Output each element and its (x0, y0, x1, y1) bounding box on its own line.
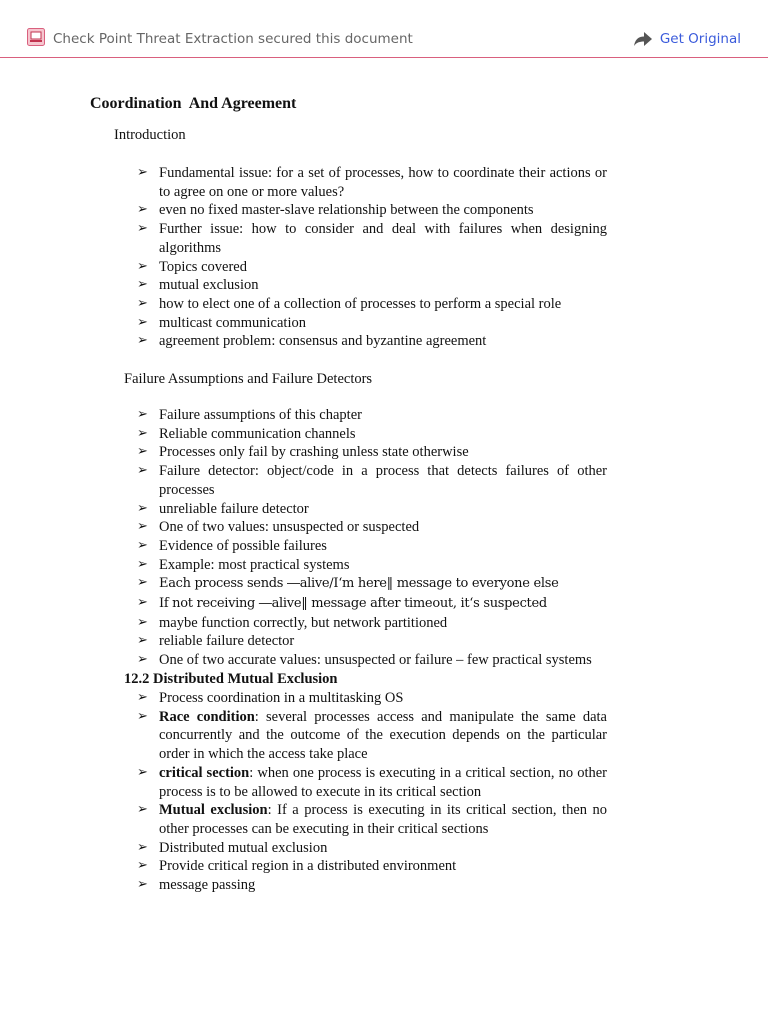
arrow-bullet-icon: ➢ (137, 258, 148, 274)
arrow-bullet-icon: ➢ (137, 690, 148, 705)
arrow-bullet-icon: ➢ (137, 802, 148, 818)
list-item: ➢ One of two values: unsuspected or suspected (137, 519, 420, 536)
get-original-label: Get Original (659, 31, 741, 47)
list-item: ➢ If not receiving ―alive‖ message after timeout, it‘s suspected (137, 595, 547, 612)
mutual-exclusion-list (0, 689, 768, 895)
arrow-bullet-icon: ➢ (137, 165, 148, 180)
arrow-bullet-icon: ➢ (137, 595, 148, 611)
arrow-bullet-icon: ➢ (137, 444, 148, 460)
arrow-bullet-icon: ➢ (137, 314, 148, 330)
arrow-bullet-icon: ➢ (137, 614, 148, 630)
arrow-bullet-icon: ➢ (137, 221, 148, 237)
arrow-bullet-icon: ➢ (137, 858, 148, 874)
arrow-bullet-icon: ➢ (137, 463, 148, 479)
arrow-bullet-icon: ➢ (137, 633, 148, 649)
list-item: ➢ Failure detector: object/code in a process that detects failures of other processes (137, 463, 607, 498)
list-item: ➢ Provide critical region in a distributed environment (137, 858, 457, 875)
arrow-bullet-icon: ➢ (137, 556, 148, 572)
arrow-bullet-icon: ➢ (137, 708, 148, 724)
arrow-bullet-icon: ➢ (137, 295, 148, 311)
list-item: ➢ reliable failure detector (137, 633, 295, 650)
list-item: ➢ agreement problem: consensus and byzantine agreement (137, 333, 487, 350)
list-item: ➢ Fundamental issue: for a set of processes, how to coordinate their actions or to agree on one or more values? (137, 165, 607, 200)
section-heading: 12.2 Distributed Mutual Exclusion (124, 671, 338, 687)
page-title: Coordination And Agreement (90, 95, 297, 112)
term-critical-section: critical section (159, 764, 250, 781)
arrow-bullet-icon: ➢ (137, 333, 148, 349)
arrow-bullet-icon: ➢ (137, 407, 148, 422)
get-original-link[interactable] (660, 29, 741, 49)
list-item: ➢ Process coordination in a multitasking OS (137, 690, 404, 706)
list-item: ➢ Processes only fail by crashing unless state otherwise (137, 444, 469, 461)
list-item: ➢ critical section: when one process is executing in a critical section, no other process is to be allowed to execute in its critical section (137, 764, 607, 800)
arrow-bullet-icon: ➢ (137, 277, 148, 293)
arrow-bullet-icon: ➢ (137, 877, 148, 893)
arrow-bullet-icon: ➢ (137, 519, 148, 535)
introduction-list (0, 164, 768, 351)
arrow-bullet-icon: ➢ (137, 652, 148, 668)
list-item: ➢ Further issue: how to consider and deal with failures when designing algorithms (137, 221, 607, 256)
laptop-shield-icon (27, 28, 45, 46)
list-item: ➢ message passing (137, 877, 256, 894)
list-item: ➢ Mutual exclusion: If a process is executing in its critical section, then no other processes can be executing in their critical sections (137, 802, 607, 837)
list-item: ➢ One of two accurate values: unsuspected or failure – few practical systems (137, 652, 592, 669)
arrow-bullet-icon: ➢ (137, 537, 148, 553)
list-item: ➢ Example: most practical systems (137, 556, 350, 573)
list-item: ➢ mutual exclusion (137, 277, 259, 294)
failure-assumptions-list (0, 406, 768, 670)
arrow-bullet-icon: ➢ (137, 764, 148, 780)
list-item: ➢ maybe function correctly, but network partitioned (137, 614, 448, 631)
threat-extraction-banner (0, 0, 768, 58)
list-item: ➢ multicast communication (137, 314, 306, 331)
list-item: ➢ how to elect one of a collection of processes to perform a special role (137, 295, 562, 312)
list-item: ➢ unreliable failure detector (137, 500, 309, 517)
list-item: ➢ Failure assumptions of this chapter (137, 407, 362, 423)
list-item: ➢ Evidence of possible failures (137, 537, 327, 554)
term-mutual-exclusion: Mutual exclusion (159, 802, 268, 819)
list-item: ➢ Topics covered (137, 258, 247, 275)
arrow-bullet-icon: ➢ (137, 575, 148, 591)
introduction-heading: Introduction (114, 127, 186, 143)
list-item: ➢ Race condition: several processes access and manipulate the same data concurrently and the outcome of the execution depends on the particular order in which the access take place (137, 708, 607, 763)
arrow-bullet-icon: ➢ (137, 202, 148, 218)
share-arrow-icon (633, 31, 653, 47)
term-race-condition: Race condition (159, 708, 255, 725)
failure-assumptions-heading: Failure Assumptions and Failure Detectors (124, 371, 373, 387)
list-item: ➢ even no fixed master-slave relationship between the components (137, 202, 534, 219)
banner-message: Check Point Threat Extraction secured this document (53, 31, 413, 47)
list-item: ➢ Distributed mutual exclusion (137, 839, 328, 856)
arrow-bullet-icon: ➢ (137, 425, 148, 441)
arrow-bullet-icon: ➢ (137, 500, 148, 516)
list-item: ➢ Each process sends ―alive/I‘m here‖ message to everyone else (137, 575, 559, 592)
list-item: ➢ Reliable communication channels (137, 425, 356, 442)
arrow-bullet-icon: ➢ (137, 839, 148, 855)
